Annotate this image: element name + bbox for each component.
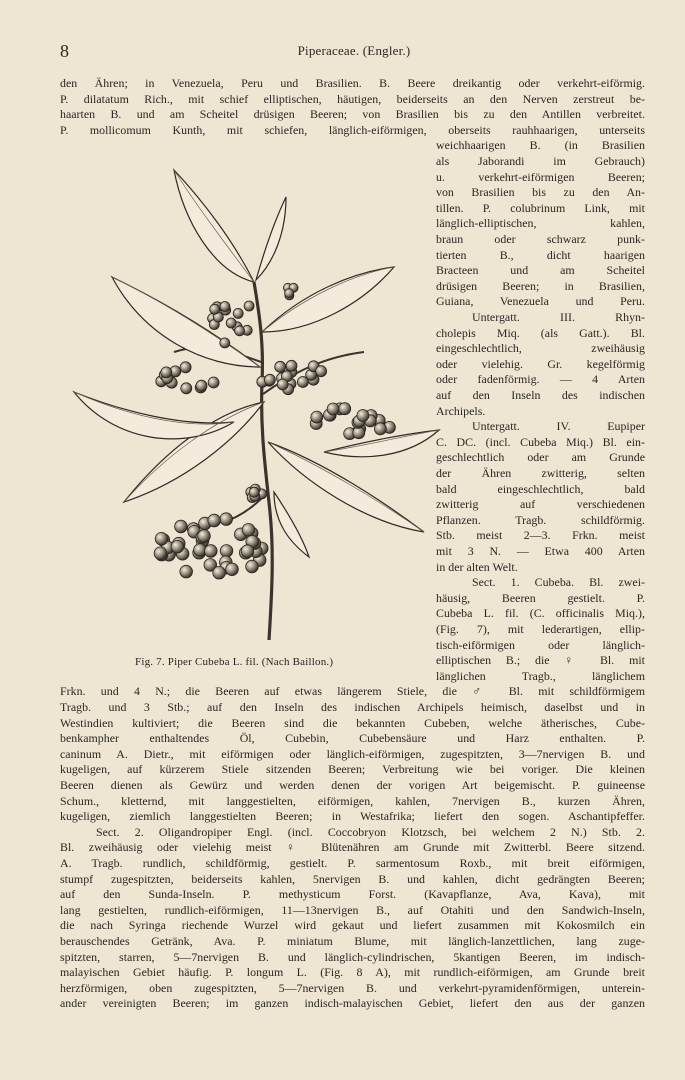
- berry: [374, 423, 386, 435]
- berry: [208, 514, 221, 527]
- berry: [220, 513, 233, 526]
- text-line: kugeligen, ziemlich langgestielten Beeren; in Westafrika; liefert den sogen. Aschantipfeffer.: [60, 809, 645, 824]
- text-line: haarten B. und am Scheitel drüsigen Beeren; von Brasilien bis zu den Antillen verbreitet.: [60, 107, 645, 122]
- berry: [213, 566, 226, 579]
- text-line: u. verkehrt-eiförmigen Beeren;: [436, 169, 645, 184]
- text-line: Sect. 1. Cubeba. Bl. zwei-: [472, 575, 645, 590]
- text-line: Tragb. und 3 Stb.; auf den Inseln des indischen Archipels heimisch, daselbst und in: [60, 700, 645, 714]
- text-line: Pflanzen. Tragb. schildförmig.: [436, 512, 645, 527]
- text-line: A. Tragb. rundlich, schildförmig, gestielt. P. sarmentosum Roxb., mit breit eiförmigen,: [60, 856, 645, 870]
- text-line: cholepis Miq. (als Gatt.). Bl.: [436, 325, 645, 340]
- text-line: benkampher enthaltendes Öl, Cubebin, Cubebensäure und Harz enthalten. P.: [60, 731, 645, 746]
- text-line: berauschendes Getränk, Ava. P. miniatum Blume, mit länglich-lanzettlichen, lang zuge-: [60, 934, 645, 948]
- berry: [154, 547, 167, 560]
- berry: [180, 565, 193, 578]
- berry: [339, 403, 351, 415]
- botanical-illustration-piper-cubeba: [64, 162, 444, 652]
- berry: [220, 302, 230, 312]
- text-line: braun oder schwarz punk-: [436, 232, 645, 246]
- berry: [226, 563, 239, 576]
- text-line: Schum., kletternd, mit langgestielten, eiförmigen, kahlen, 7nervigen B., kurzen Ähren,: [60, 793, 645, 808]
- text-line: Sect. 2. Oligandropiper Engl. (incl. Coccobryon Klotzsch, bei welchem 2 N.) Stb. 2.: [96, 824, 645, 839]
- berry: [316, 366, 327, 377]
- text-line: tierten B., dicht haarigen: [436, 247, 645, 262]
- text-line: oder fadenförmig. — 4 Arten: [436, 372, 645, 387]
- text-line: den Ähren; in Venezuela, Peru und Brasilien. B. Beere dreikantig oder verkehrt-eiförmig.: [60, 76, 645, 90]
- leaf-far-left: [74, 392, 234, 439]
- text-line: kugeligen, auf kürzerem Stiele sitzenden Beeren; Verbreitung wie bei voriger. Die kleinen: [60, 762, 645, 777]
- berry: [155, 532, 168, 545]
- text-line: Beeren dienen als Gewürz und werden denen der vorigen Art beigemischt. P. guineense: [60, 778, 645, 792]
- berry: [311, 411, 323, 423]
- text-line: der Ähren zwitterig, selten: [436, 466, 645, 480]
- berry: [249, 487, 259, 497]
- text-line: stumpf zugespitzten, beiderseits kahlen, 5nervigen B. und kahlen, dicht gedrängten Beeren;: [60, 871, 645, 886]
- text-line: Frkn. und 4 N.; die Beeren auf etwas längerem Stiele, die ♂ Bl. mit schildförmigem: [60, 684, 645, 699]
- berry: [286, 360, 297, 371]
- berry: [196, 380, 207, 391]
- text-line: tillen. P. colubrinum Link, mit: [436, 200, 645, 215]
- berry: [210, 304, 220, 314]
- text-line: oder vielehig. Gr. kegelförmig: [436, 356, 645, 371]
- text-line: Bl. zweihäusig oder vielehig meist ♀ Blütenähren am Grunde mit Zwitterbl. Beere sitzend.: [60, 840, 645, 855]
- text-line: (Fig. 7), mit lederartigen, ellip-: [436, 622, 645, 636]
- berry: [171, 540, 184, 553]
- text-line: als Jaborandi im Gebrauch): [436, 154, 645, 168]
- berry: [161, 367, 172, 378]
- text-line: C. DC. (incl. Cubeba Miq.) Bl. ein-: [436, 434, 645, 449]
- text-line: zwitterig auf verschiedenen: [436, 497, 645, 512]
- text-line: tisch-eiförmigen oder länglich-: [436, 637, 645, 652]
- berry: [205, 545, 218, 558]
- berry: [241, 545, 254, 558]
- leaf-veins: [74, 170, 439, 532]
- text-line: mit 3 N. — Etwa 400 Arten: [436, 544, 645, 558]
- berry: [246, 560, 259, 573]
- berry: [180, 362, 191, 373]
- text-line: eingeschlechtlich, zweihäusig: [436, 341, 645, 356]
- berry: [233, 308, 243, 318]
- text-line: ander vereinigten Beeren; im ganzen indisch-malayischen Gebiet, liefert den aus der ganzen: [60, 996, 645, 1011]
- text-line: länglichen Tragb., länglichem: [436, 668, 645, 683]
- berry: [235, 326, 245, 336]
- text-line: P. mollicomum Kunth, mit schiefen, länglich-eiförmigen, oberseits rauhhaarigen, unterseits: [60, 122, 645, 137]
- berry: [226, 318, 236, 328]
- berry: [181, 383, 192, 394]
- leaf-top-right: [256, 197, 286, 280]
- text-line: Untergatt. IV. Eupiper: [472, 419, 645, 434]
- running-head: Piperaceae. (Engler.): [297, 43, 411, 58]
- berry: [242, 524, 255, 537]
- page-number: 8: [60, 41, 69, 61]
- berry: [220, 545, 233, 558]
- text-line: auf den Sunda-Inseln. P. methysticum Forst. (Kavapflanze, Ava, Kava), mit: [60, 887, 645, 902]
- text-line: elliptischen B.; die ♀ Bl. mit: [436, 653, 645, 668]
- berry: [275, 361, 286, 372]
- berry: [198, 530, 211, 543]
- plant-drawing: [64, 162, 444, 652]
- text-line: Stb. meist 2—3. Frkn. meist: [436, 528, 645, 543]
- text-line: lang gestielten, rundlich-eiförmigen, 11—13nervigen B., auf Otahiti und den Sandwich-Inseln,: [60, 902, 645, 917]
- leaf-top: [174, 170, 254, 282]
- main-stem: [254, 282, 272, 640]
- berry: [208, 377, 219, 388]
- leaf-upper-right: [262, 267, 394, 332]
- text-line: Bracteen und am Scheitel: [436, 263, 645, 278]
- berry: [357, 410, 369, 422]
- berry: [277, 379, 288, 390]
- text-line: Untergatt. III. Rhyn-: [472, 310, 645, 324]
- text-line: in der alten Welt.: [436, 559, 518, 574]
- figure-caption: [135, 655, 425, 669]
- berry: [285, 289, 294, 298]
- text-line: malayischen Gebiet häufig. P. longum L. (Fig. 8 A), mit rundlich-eiförmigen, am Grunde breit: [60, 965, 645, 980]
- text-line: geschlechtlich oder am Grunde: [436, 450, 645, 465]
- text-line: Guiana, Venezuela und Peru.: [436, 294, 645, 309]
- text-line: auf den Inseln des indischen: [436, 388, 645, 402]
- berry: [264, 374, 275, 385]
- text-line: länglich-elliptischen, kahlen,: [436, 216, 645, 231]
- text-line: P. dilatatum Rich., mit schief elliptischen, häutigen, beiderseits an den Nerven zerstreut be-: [60, 91, 645, 106]
- berry: [244, 301, 254, 311]
- text-line: von Brasilien bis zu den An-: [436, 185, 645, 200]
- page-header: [60, 40, 648, 64]
- berry: [220, 338, 230, 348]
- text-line: Westindien kultiviert; die Beeren sind die bekannten Cubeben, welche ätherisches, Cube-: [60, 715, 645, 730]
- berry: [175, 520, 188, 533]
- text-line: caninum A. Dietr., mit eiförmigen oder länglich-eiförmigen, zugespitzten, 3—7nervigen B. und: [60, 746, 645, 761]
- figure-caption-text: Fig. 7. Piper Cubeba L. fil. (Nach Baillon.): [135, 656, 334, 668]
- berry: [327, 403, 339, 415]
- text-line: die nach Syringa riechende Wurzel wird gekaut und liefert zusammen mit Kokosmilch ein: [60, 918, 645, 933]
- text-line: häusig, Beeren gestielt. P.: [436, 590, 645, 605]
- text-line: herzförmigen, oben zugespitzten, 5—7nervigen B. und verkehrt-pyramidenförmigen, unterein-: [60, 980, 645, 995]
- leaf-bottom-center: [274, 492, 309, 557]
- text-line: Archipels.: [436, 403, 486, 418]
- text-line: spitzten, starren, 5—7nervigen B. und länglich-cylindrischen, 5kantigen Beeren, im indisch-: [60, 949, 645, 964]
- text-line: bald eingeschlechtlich, bald: [436, 481, 645, 496]
- text-line: weichhaarigen B. (in Brasilien: [436, 138, 645, 153]
- text-line: drüsigen Beeren; in Brasilien,: [436, 278, 645, 293]
- text-line: Cubeba L. fil. (C. officinalis Miq.),: [436, 606, 645, 621]
